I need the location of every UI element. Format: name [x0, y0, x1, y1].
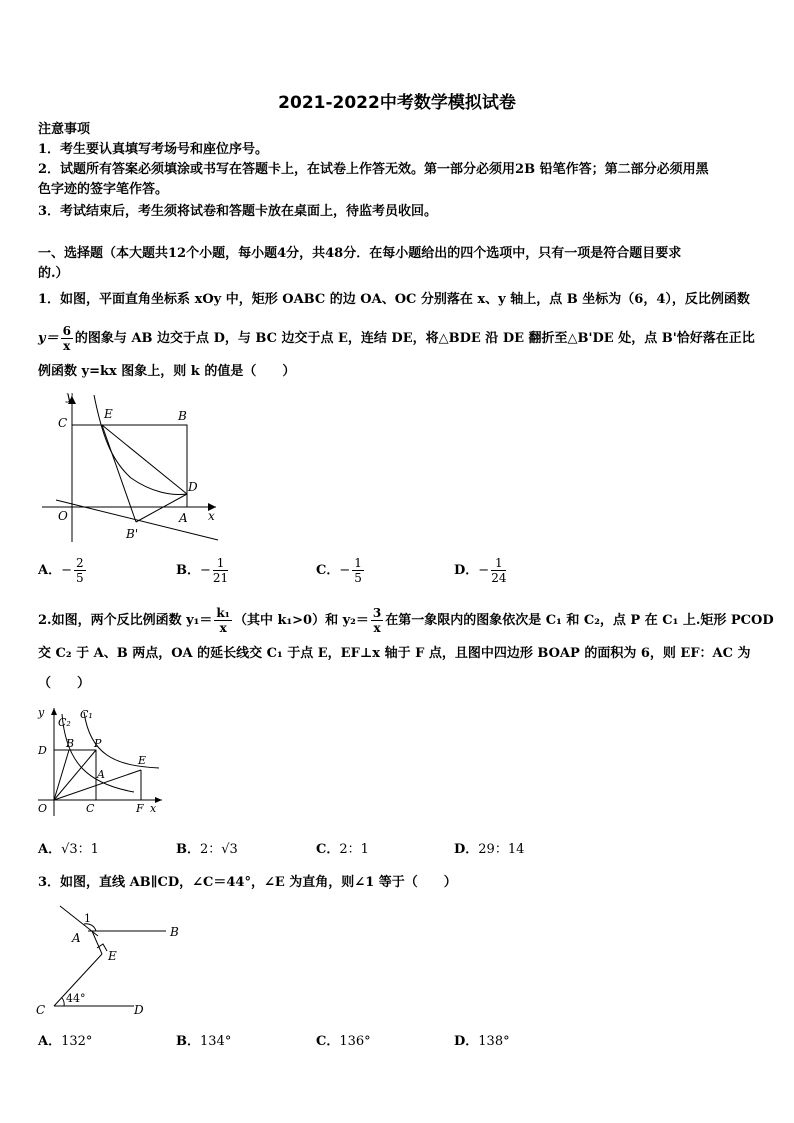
q3-option-d[interactable]: D．138° [454, 1034, 510, 1049]
svg-text:C: C [36, 1003, 46, 1017]
q2-stem-line1: 2.如图，两个反比例函数 y₁＝ $\frac{\text{k₁}}{x}$ （其中 k₁>0）和 y₂＝ $\frac{3}{x}$ 在第一象限内的图象依次是 C₁ 和 C₂，点 P 在 C₁ 上.矩形 PCOD [38, 606, 774, 635]
svg-text:F: F [136, 802, 144, 815]
q3-option-a[interactable]: A．132° [38, 1034, 93, 1049]
svg-text:C: C [86, 802, 95, 815]
svg-text:C₁: C₁ [80, 708, 93, 721]
q3-figure [34, 900, 194, 1020]
section-heading: 一、选择题（本大题共12个小题，每小题4分，共48分．在每小题给出的四个选项中，只有一项是符合题目要求 [38, 246, 682, 261]
q1-label: x [208, 509, 215, 523]
q1-stem-line2 [38, 324, 758, 353]
notice-heading: 注意事项 [38, 122, 91, 137]
q1-stem-line2-text: 的图象与 AB 边交于点 D，与 BC 边交于点 E，连结 DE，将△BDE 沿 DE 翻折至△B'DE 处，点 B'恰好落在正比 [74, 331, 755, 346]
q1-fraction: $\frac{6}{x}$ [62, 324, 71, 353]
svg-text:E: E [138, 754, 147, 767]
svg-text:y: y [38, 706, 45, 719]
q1-func-prefix: y＝ [38, 331, 59, 346]
svg-text:P: P [94, 737, 102, 750]
q2-option-b[interactable]: B．2：√3 [176, 842, 238, 857]
q1-label: D [188, 480, 198, 494]
q2-option-a[interactable]: A．√3：1 [38, 842, 99, 857]
svg-text:D: D [134, 1003, 144, 1017]
q3-stem: 3．如图，直线 AB∥CD，∠C＝44°，∠E 为直角，则∠1 等于（ ） [38, 875, 457, 890]
q3-option-c[interactable]: C．136° [316, 1034, 371, 1049]
q1-stem-line3: 例函数 y=kx 图象上，则 k 的值是（ ） [38, 364, 296, 379]
svg-text:A: A [72, 931, 81, 945]
q3-option-b[interactable]: B．134° [176, 1034, 232, 1049]
notice-item: 1．考生要认真填写考场号和座位序号。 [38, 142, 269, 157]
q1-stem-line1: 1．如图，平面直角坐标系 xOy 中，矩形 OABC 的边 OA、OC 分别落在 x、y 轴上，点 B 坐标为（6，4），反比例函数 [38, 292, 750, 307]
q1-label: B [178, 409, 187, 423]
q1-option-a[interactable]: A．− $\frac{2}{5}$ [38, 556, 84, 585]
svg-text:44°: 44° [66, 992, 86, 1005]
q1-option-b[interactable]: B．− $\frac{1}{21}$ [176, 556, 229, 585]
section-heading-cont: 的.） [38, 266, 69, 281]
q1-label: y [66, 390, 73, 403]
svg-text:D: D [38, 744, 47, 757]
notice-item: 2．试题所有答案必须填涂或书写在答题卡上，在试卷上作答无效。第一部分必须用2B 铅笔作答；第二部分必须用黑 [38, 162, 709, 177]
q2-stem-line2: 交 C₂ 于 A、B 两点，OA 的延长线交 C₁ 于点 E，EF⊥x 轴于 F 点，且图中四边形 BOAP 的面积为 6，则 EF：AC 为 [38, 646, 751, 661]
page-title: 2021-2022中考数学模拟试卷 [278, 93, 516, 113]
q1-figure [36, 390, 226, 548]
svg-text:1: 1 [84, 912, 91, 925]
q2-option-d[interactable]: D．29：14 [454, 842, 525, 857]
q1-label: A [179, 511, 188, 525]
q1-option-d[interactable]: D．− $\frac{1}{24}$ [454, 556, 507, 585]
q1-option-c[interactable]: C．− $\frac{1}{5}$ [316, 556, 362, 585]
svg-text:E: E [108, 949, 117, 963]
notice-item: 色字迹的签字笔作答。 [38, 182, 169, 197]
q1-label: O [58, 509, 68, 523]
svg-text:B: B [170, 925, 179, 939]
q1-label: C [58, 416, 68, 430]
q2-figure [34, 704, 164, 820]
svg-text:B: B [66, 737, 75, 750]
svg-text:x: x [150, 802, 157, 815]
svg-text:O: O [38, 802, 48, 815]
q1-label: E [104, 407, 113, 421]
q1-label: B' [126, 527, 139, 541]
svg-text:A: A [97, 768, 105, 781]
svg-text:C₂: C₂ [58, 716, 71, 729]
q2-option-c[interactable]: C．2：1 [316, 842, 369, 857]
notice-item: 3．考试结束后，考生须将试卷和答题卡放在桌面上，待监考员收回。 [38, 204, 438, 219]
q2-stem-line3: （ ） [38, 676, 91, 691]
